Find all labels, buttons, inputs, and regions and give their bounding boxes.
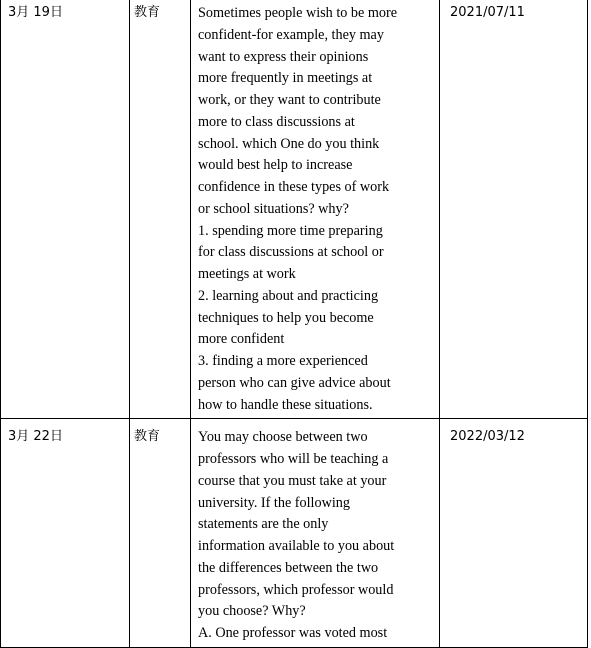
published-date-cell: 2022/03/12 bbox=[440, 419, 588, 648]
table-row bbox=[1, 419, 588, 648]
date-cell: 3月 22日 bbox=[1, 419, 130, 648]
category-cell: 教育 bbox=[130, 419, 191, 648]
question-line: 1. spending more time preparing bbox=[198, 222, 383, 239]
question-line: confident-for example, they may bbox=[198, 26, 384, 43]
question-line: You may choose between two bbox=[198, 429, 368, 446]
table-row bbox=[1, 0, 588, 419]
question-line: university. If the following bbox=[198, 494, 350, 511]
question-line: work, or they want to contribute bbox=[198, 92, 381, 108]
question-line: for class discussions at school or bbox=[198, 244, 384, 261]
question-cell bbox=[191, 419, 440, 648]
question-line: more to class discussions at bbox=[198, 113, 355, 130]
question-line: would best help to increase bbox=[198, 157, 353, 174]
category-cell: 教育 bbox=[130, 0, 191, 419]
question-line: want to express their opinions bbox=[198, 48, 369, 65]
question-line: the differences between the two bbox=[198, 559, 379, 576]
question-line: school. which One do you think bbox=[198, 135, 380, 152]
question-line: more frequently in meetings at bbox=[198, 70, 373, 87]
question-line: A. One professor was voted most bbox=[198, 625, 388, 641]
question-line: confidence in these types of work bbox=[198, 179, 390, 195]
question-line: person who can give advice about bbox=[198, 374, 391, 391]
question-line: course that you must take at your bbox=[198, 472, 387, 489]
question-line: how to handle these situations. bbox=[198, 396, 373, 413]
published-date-cell: 2021/07/11 bbox=[440, 0, 588, 419]
question-line: meetings at work bbox=[198, 266, 296, 282]
question-line: professors who will be teaching a bbox=[198, 451, 389, 467]
question-line: 3. finding a more experienced bbox=[198, 353, 368, 369]
question-line: 2. learning about and practicing bbox=[198, 287, 379, 304]
question-line: or school situations? why? bbox=[198, 200, 349, 217]
question-line: Sometimes people wish to be more bbox=[198, 5, 397, 21]
question-cell bbox=[191, 0, 440, 419]
question-line: you choose? Why? bbox=[198, 603, 306, 620]
question-line: statements are the only bbox=[198, 516, 329, 533]
question-line: techniques to help you become bbox=[198, 309, 374, 326]
question-line: information available to you about bbox=[198, 538, 395, 554]
question-line: professors, which professor would bbox=[198, 581, 394, 598]
question-line: more confident bbox=[198, 331, 285, 348]
date-cell: 3月 19日 bbox=[1, 0, 130, 419]
